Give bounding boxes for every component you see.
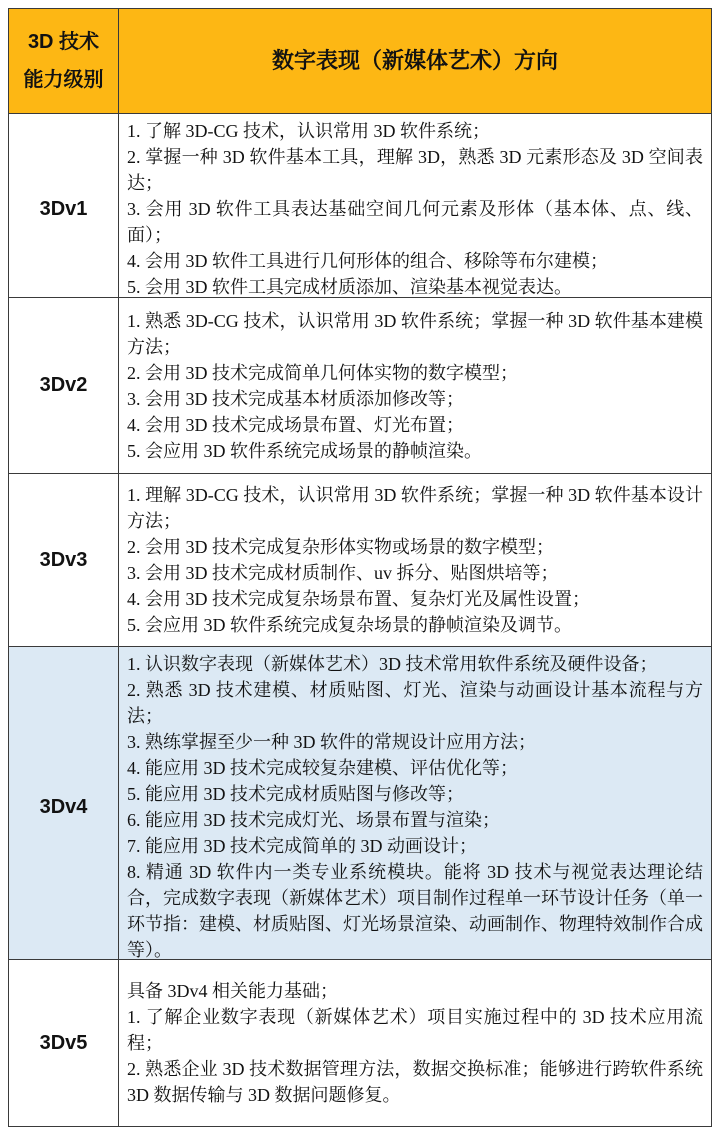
content-item: 4. 会用 3D 技术完成复杂场景布置、复杂灯光及属性设置； <box>127 589 590 609</box>
header-level-line1: 3D 技术 <box>27 31 100 53</box>
content-item: 6. 能应用 3D 技术完成灯光、场景布置与渲染； <box>127 810 500 830</box>
content-item: 1. 认识数字表现（新媒体艺术）3D 技术常用软件系统及硬件设备； <box>127 654 658 674</box>
content-item: 2. 会用 3D 技术完成简单几何体实物的数字模型； <box>127 362 518 383</box>
header-level-line2: 能力级别 <box>23 69 104 91</box>
content-item: 2. 熟悉企业 3D 技术数据管理方法，数据交换标准；能够进行跨软件系统 3D 数据传输与 3D 数据问题修复。 <box>127 1059 703 1105</box>
header-direction-cell <box>119 9 711 113</box>
content-item: 具备 3Dv4 相关能力基础； <box>127 981 338 1001</box>
content-item: 5. 会应用 3D 软件系统完成复杂场景的静帧渲染及调节。 <box>127 615 572 635</box>
table-row-3dv3 <box>9 473 711 646</box>
table-row-3dv4 <box>9 646 711 959</box>
content-item: 4. 会用 3D 软件工具进行几何形体的组合、移除等布尔建模； <box>127 251 608 271</box>
content-item: 3. 会用 3D 技术完成材质制作、uv 拆分、贴图烘培等； <box>127 563 559 583</box>
level-label: 3Dv4 <box>9 647 119 967</box>
table-row-3dv5 <box>9 959 711 1126</box>
level-label: 3Dv2 <box>9 298 119 473</box>
content-item: 7. 能应用 3D 技术完成简单的 3D 动画设计； <box>127 836 477 856</box>
level-label: 3Dv5 <box>9 960 119 1126</box>
content-item: 2. 会用 3D 技术完成复杂形体实物或场景的数字模型； <box>127 537 554 557</box>
content-item: 3. 熟练掌握至少一种 3D 软件的常规设计应用方法； <box>127 732 536 752</box>
table-header-row <box>9 9 711 113</box>
content-item: 2. 掌握一种 3D 软件基本工具，理解 3D，熟悉 3D 元素形态及 3D 空间表达； <box>127 147 703 193</box>
content-cell <box>119 647 711 967</box>
level-label: 3Dv1 <box>9 114 119 304</box>
content-item: 3. 会用 3D 技术完成基本材质添加修改等； <box>127 388 464 409</box>
content-item: 1. 了解企业数字表现（新媒体艺术）项目实施过程中的 3D 技术应用流程； <box>127 1007 703 1053</box>
table-row-3dv2 <box>9 297 711 473</box>
content-cell <box>119 474 711 646</box>
content-item: 2. 熟悉 3D 技术建模、材质贴图、灯光、渲染与动画设计基本流程与方法； <box>127 680 703 726</box>
content-item: 5. 会应用 3D 软件系统完成场景的静帧渲染。 <box>127 440 482 461</box>
content-item: 1. 熟悉 3D-CG 技术，认识常用 3D 软件系统；掌握一种 3D 软件基本建模方法； <box>127 310 703 357</box>
header-direction-title: 数字表现（新媒体艺术）方向 <box>271 48 558 73</box>
content-item: 5. 会用 3D 软件工具完成材质添加、渲染基本视觉表达。 <box>127 277 572 297</box>
content-cell <box>119 960 711 1126</box>
capability-level-table <box>8 8 712 1127</box>
content-item: 1. 理解 3D-CG 技术，认识常用 3D 软件系统；掌握一种 3D 软件基本设计方法； <box>127 485 703 531</box>
content-item: 1. 了解 3D-CG 技术，认识常用 3D 软件系统； <box>127 121 490 141</box>
content-item: 3. 会用 3D 软件工具表达基础空间几何元素及形体（基本体、点、线、面）； <box>127 199 703 245</box>
content-cell <box>119 298 711 473</box>
content-item: 5. 能应用 3D 技术完成材质贴图与修改等； <box>127 784 464 804</box>
content-item: 4. 会用 3D 技术完成场景布置、灯光布置； <box>127 414 464 435</box>
level-label: 3Dv3 <box>9 474 119 646</box>
header-level-cell <box>9 9 119 113</box>
content-item: 4. 能应用 3D 技术完成较复杂建模、评估优化等； <box>127 758 518 778</box>
table-row-3dv1 <box>9 113 711 297</box>
content-cell <box>119 114 711 304</box>
content-item: 8. 精通 3D 软件内一类专业系统模块。能将 3D 技术与视觉表达理论结合，完成数字表现（新媒体艺术）项目制作过程单一环节设计任务（单一环节指：建模、材质贴图、灯光场景渲染、动画制作、物理特效制作合成等）。 <box>127 862 703 960</box>
